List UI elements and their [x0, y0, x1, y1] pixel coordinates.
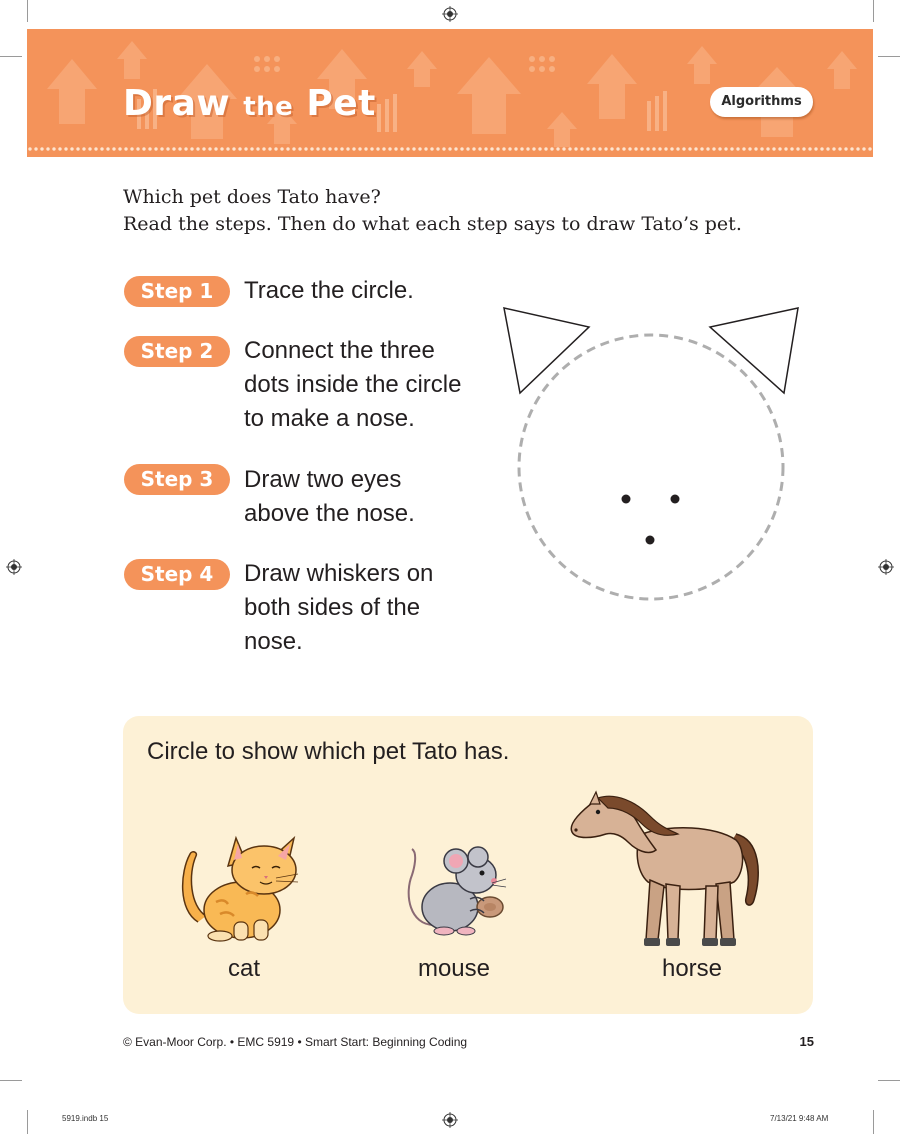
- header-banner: [27, 29, 873, 157]
- nose-dot[interactable]: [646, 536, 655, 545]
- crop-mark: [878, 1080, 900, 1081]
- registration-mark-icon: [878, 559, 894, 575]
- answer-prompt: Circle to show which pet Tato has.: [147, 738, 510, 765]
- step-4-label: Step 4: [124, 559, 230, 590]
- step-3-text: Draw two eyes above the nose.: [244, 466, 415, 527]
- nose-dot[interactable]: [671, 495, 680, 504]
- step-1-label: Step 1: [124, 276, 230, 307]
- crop-mark: [873, 1110, 874, 1134]
- step-2-label: Step 2: [124, 336, 230, 367]
- drawing-area[interactable]: [496, 300, 806, 610]
- mouse-picture[interactable]: [404, 845, 508, 940]
- cat-picture[interactable]: [176, 832, 302, 944]
- page-number: 15: [799, 1034, 814, 1049]
- step-2-text: Connect the three dots inside the circle to make a nose.: [244, 337, 462, 432]
- instruction-question: Which pet does Tato have?: [123, 186, 381, 208]
- copyright-footer: © Evan-Moor Corp. • EMC 5919 • Smart Start: Beginning Coding: [123, 1035, 468, 1049]
- step-4-text: Draw whiskers on both sides of the nose.: [244, 560, 434, 655]
- nose-dot[interactable]: [622, 495, 631, 504]
- print-slug-date: 7/13/21 9:48 AM: [770, 1114, 829, 1123]
- banner-dotted-border: [27, 147, 873, 151]
- left-ear-shape: [504, 308, 589, 393]
- registration-mark-icon: [442, 1112, 458, 1128]
- page-title: Draw the Pet: [123, 83, 376, 124]
- registration-mark-icon: [442, 6, 458, 22]
- horse-picture[interactable]: [566, 790, 766, 956]
- trace-circle[interactable]: [519, 335, 783, 599]
- crop-mark: [873, 0, 874, 22]
- choice-mouse-label[interactable]: mouse: [417, 955, 491, 982]
- crop-mark: [878, 56, 900, 57]
- crop-mark: [0, 56, 22, 57]
- choice-horse-label[interactable]: horse: [661, 955, 723, 982]
- choice-cat-label[interactable]: cat: [227, 955, 260, 982]
- step-1-text: Trace the circle.: [244, 277, 414, 304]
- topic-badge: Algorithms: [710, 87, 813, 117]
- step-3-label: Step 3: [124, 464, 230, 495]
- instruction-directions: Read the steps. Then do what each step says to draw Tato’s pet.: [123, 213, 742, 235]
- registration-mark-icon: [6, 559, 22, 575]
- crop-mark: [27, 1110, 28, 1134]
- print-slug-file: 5919.indb 15: [62, 1114, 109, 1123]
- crop-mark: [27, 0, 28, 22]
- right-ear-shape: [710, 308, 798, 393]
- crop-mark: [0, 1080, 22, 1081]
